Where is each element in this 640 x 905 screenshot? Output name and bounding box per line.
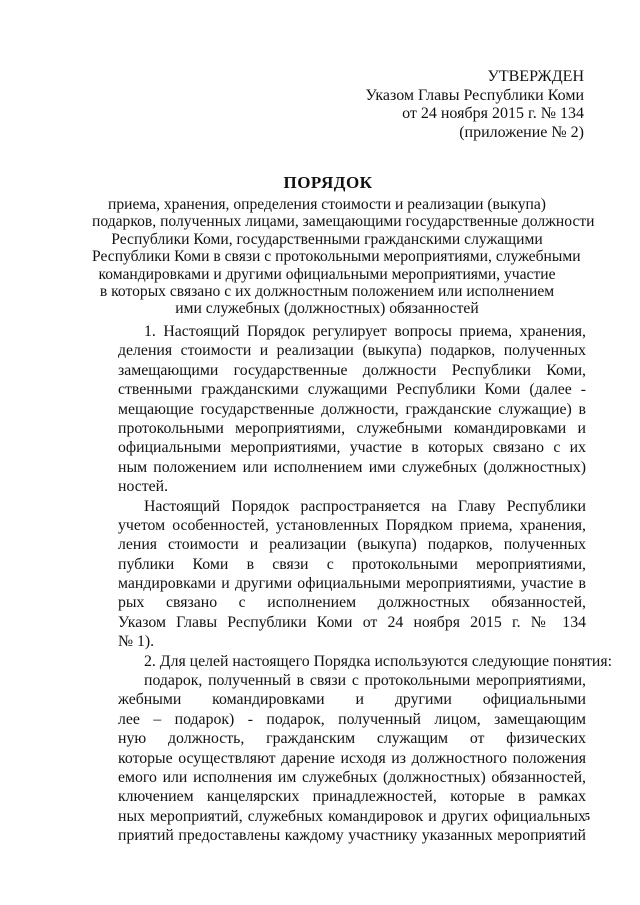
body-line: ную должность, гражданским служащим от физических: [118, 730, 586, 748]
subtitle-line: командировками и другими официальными мероприятиями, участие: [98, 265, 556, 283]
body-line: лее – подарок) - подарок, полученный лицом, замещающим: [118, 710, 586, 728]
body-line: мещающие государственные должности, гражданские служащие) в: [118, 400, 586, 418]
subtitle-line: в которых связано с их должностным положением или исполнением: [99, 283, 555, 301]
body-line: ным положением или исполнением ими служебных (должностных): [118, 458, 586, 476]
body-line: публики Коми в связи с протокольными мероприятиями,: [118, 555, 586, 573]
subtitle-line: Республики Коми, государственными гражданскими служащими: [111, 230, 543, 248]
body-line: Указом Главы Республики Коми от 24 ноября 2015 г. № 134: [118, 613, 586, 631]
body-line: рых связано с исполнением должностных обязанностей,: [118, 594, 586, 612]
page-number: 5: [585, 812, 590, 823]
body-line: ления стоимости и реализации (выкупа) подарков, полученных: [118, 536, 586, 554]
body-line: замещающими государственные должности Республики Коми,: [118, 361, 586, 379]
body-line: Настоящий Порядок распространяется на Главу Республики: [144, 497, 586, 515]
body-line: № 1).: [118, 633, 155, 651]
body-line: подарок, полученный в связи с протокольными мероприятиями,: [144, 672, 586, 690]
body-line: ключением канцелярских принадлежностей, которые в рамках: [118, 788, 586, 806]
body-line: протокольными мероприятиями, служебными командировками и: [118, 419, 586, 437]
approval-heading: УТВЕРЖДЕН: [487, 68, 584, 85]
document-title: ПОРЯДОК: [283, 173, 373, 192]
subtitle-line: ими служебных (должностных) обязанностей: [175, 300, 479, 318]
approval-decree: Указом Главы Республики Коми: [365, 86, 584, 104]
body-line: приятий предоставлены каждому участнику указанных мероприятий: [118, 827, 586, 845]
body-line: жебными командировками и другими официальными: [118, 691, 586, 709]
body-line: 2. Для целей настоящего Порядка используются следующие понятия:: [144, 652, 612, 670]
body-line: деления стоимости и реализации (выкупа) подарков, полученных: [118, 342, 586, 360]
subtitle-line: приема, хранения, определения стоимости и реализации (выкупа): [107, 196, 546, 213]
body-line: ностей.: [118, 478, 169, 496]
approval-appendix: (приложение № 2): [459, 123, 584, 141]
body-line: ных мероприятий, служебных командировок и других официальных: [118, 807, 586, 825]
document-subtitle: [92, 196, 595, 318]
subtitle-line: Республики Коми в связи с протокольными мероприятиями, служебными: [92, 248, 581, 266]
document-body: [118, 322, 612, 846]
body-line: емого или исполнения им служебных (должностных) обязанностей,: [118, 768, 586, 786]
body-line: ственными гражданскими служащими Республики Коми (далее -: [118, 381, 586, 399]
body-line: которые осуществляют дарение исходя из должностного положения: [118, 749, 586, 767]
body-line: 1. Настоящий Порядок регулирует вопросы приема, хранения,: [144, 323, 586, 340]
body-line: официальными мероприятиями, участие в которых связано с их: [118, 439, 586, 457]
subtitle-line: подарков, полученных лицами, замещающими государственные должности: [92, 213, 595, 231]
approval-stamp-block: [365, 68, 584, 142]
body-line: учетом особенностей, установленных Порядком приема, хранения,: [118, 516, 586, 534]
body-line: мандировками и другими официальными мероприятиями, участие в: [118, 575, 586, 593]
approval-date: от 24 ноября 2015 г. № 134: [402, 105, 584, 122]
